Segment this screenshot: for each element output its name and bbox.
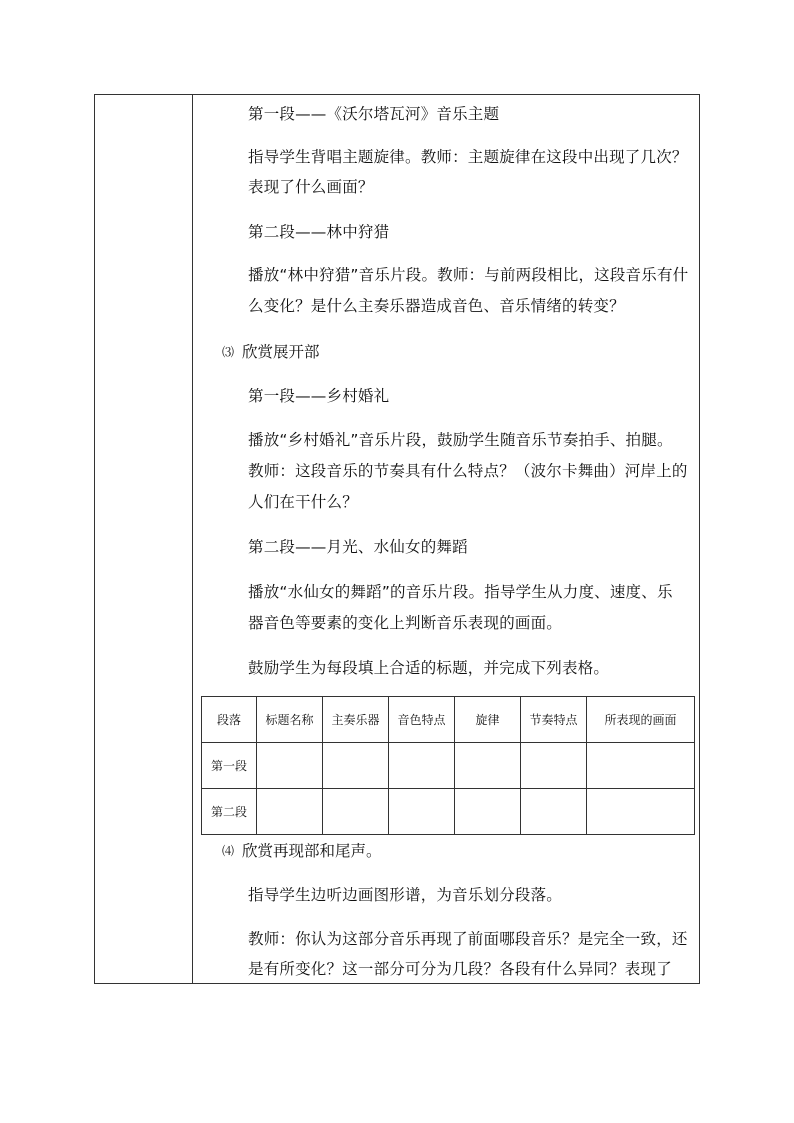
table-cell: 第二段 xyxy=(202,789,257,835)
table-cell xyxy=(257,743,323,789)
table-cell xyxy=(323,789,389,835)
text-line: 人们在干什么？ xyxy=(248,493,358,511)
text-line: 么变化？是什么主奏乐器造成音色、音乐情绪的转变？ xyxy=(248,297,625,315)
table-cell xyxy=(587,743,695,789)
text-line: 是有所变化？这一部分可分为几段？各段有什么异同？表现了 xyxy=(248,960,672,978)
step-title: 欣赏再现部和尾声。 xyxy=(242,842,382,860)
text-line: 表现了什么画面？ xyxy=(248,178,374,196)
table-cell xyxy=(323,743,389,789)
table-cell xyxy=(521,743,587,789)
text-line: 播放“乡村婚礼”音乐片段，鼓励学生随音乐节奏拍手、拍腿。 xyxy=(248,431,673,449)
table-cell xyxy=(389,789,455,835)
step-number: ⑷ xyxy=(222,844,235,858)
text-line: 播放“林中狩猎”音乐片段。教师：与前两段相比，这段音乐有什 xyxy=(248,266,689,284)
table-header-cell: 旋律 xyxy=(455,697,521,743)
step-title: 欣赏展开部 xyxy=(242,343,320,361)
step-heading xyxy=(222,342,320,363)
text-line: 第一段——乡村婚礼 xyxy=(248,387,390,405)
table-cell xyxy=(587,789,695,835)
table-cell xyxy=(455,789,521,835)
table-cell xyxy=(521,789,587,835)
table-header-cell: 节奏特点 xyxy=(521,697,587,743)
table-cell xyxy=(257,789,323,835)
text-line: 指导学生边听边画图形谱，为音乐划分段落。 xyxy=(248,886,563,904)
table-cell xyxy=(455,743,521,789)
table-header-cell: 音色特点 xyxy=(389,697,455,743)
step-number: ⑶ xyxy=(222,345,235,359)
column-divider xyxy=(192,95,193,983)
text-line: 鼓励学生为每段填上合适的标题，并完成下列表格。 xyxy=(248,659,610,677)
text-line: 第二段——月光、水仙女的舞蹈 xyxy=(248,538,468,556)
table-header-cell: 段落 xyxy=(202,697,257,743)
text-line: 教师：这段音乐的节奏具有什么特点？（波尔卡舞曲）河岸上的 xyxy=(248,462,688,480)
table-header-cell: 主奏乐器 xyxy=(323,697,389,743)
text-line: 指导学生背唱主题旋律。教师：主题旋律在这段中出现了几次？ xyxy=(248,148,688,166)
text-line: 器音色等要素的变化上判断音乐表现的画面。 xyxy=(248,614,563,632)
lesson-plan-table xyxy=(94,94,700,984)
table-cell: 第一段 xyxy=(202,743,257,789)
step-heading xyxy=(222,841,382,862)
text-line: 第二段——林中狩猎 xyxy=(248,223,390,241)
table-header-cell: 所表现的画面 xyxy=(587,697,695,743)
table-row xyxy=(202,743,695,789)
text-line: 教师：你认为这部分音乐再现了前面哪段音乐？是完全一致，还 xyxy=(248,930,688,948)
text-line: 播放“水仙女的舞蹈”的音乐片段。指导学生从力度、速度、乐 xyxy=(248,583,673,601)
text-line: 第一段——《沃尔塔瓦河》音乐主题 xyxy=(248,105,500,123)
table-row xyxy=(202,789,695,835)
table-header-row xyxy=(202,697,695,743)
table-cell xyxy=(389,743,455,789)
fill-in-table xyxy=(201,696,695,835)
table-header-cell: 标题名称 xyxy=(257,697,323,743)
